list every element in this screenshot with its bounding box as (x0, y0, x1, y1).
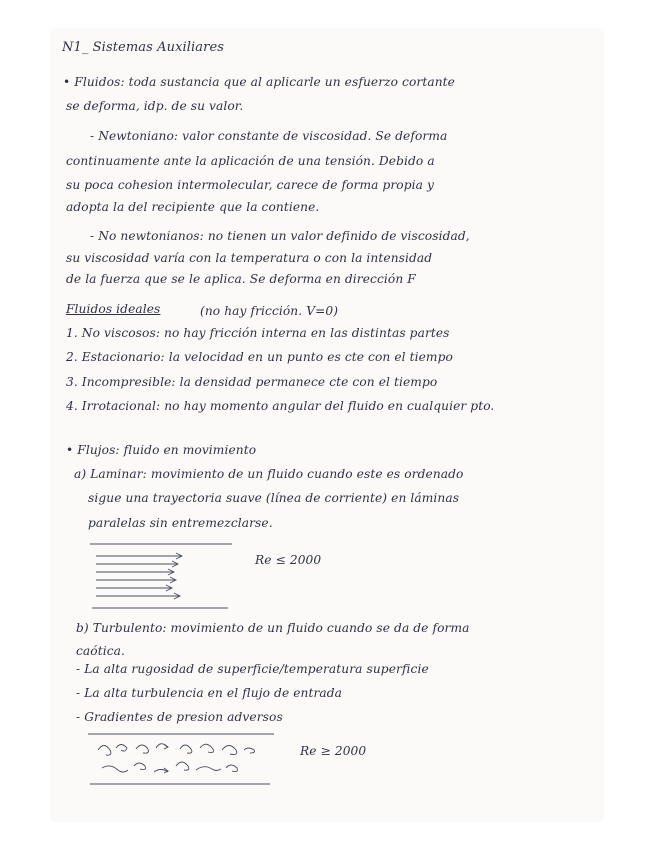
newtoniano-line-4: adopta la del recipiente que la contiene. (66, 200, 320, 214)
turbulento-reynolds: Re ≥ 2000 (300, 744, 367, 758)
fluidos-definition-line-1: • Fluidos: toda sustancia que al aplicarle un esfuerzo cortante (63, 75, 455, 89)
notebook-page (52, 30, 602, 820)
turbulento-line-2: caótica. (76, 644, 125, 658)
fluidos-ideales-heading: Fluidos ideales (66, 302, 161, 316)
no-newtonianos-line-1: - No newtonianos: no tienen un valor definido de viscosidad, (90, 229, 470, 243)
fluidos-definition-line-2: se deforma, idp. de su valor. (66, 99, 244, 113)
newtoniano-line-1: - Newtoniano: valor constante de viscosidad. Se deforma (90, 129, 448, 143)
laminar-flow-sketch (82, 538, 242, 618)
ideales-item-2: 2. Estacionario: la velocidad en un punto es cte con el tiempo (66, 350, 453, 364)
newtoniano-line-3: su poca cohesion intermolecular, carece de forma propia y (66, 178, 434, 192)
laminar-line-1: a) Laminar: movimiento de un fluido cuando este es ordenado (74, 467, 464, 481)
turbulento-cause-1: - La alta rugosidad de superficie/temperatura superficie (76, 662, 429, 676)
turbulent-flow-sketch (84, 728, 284, 792)
page-title: N1_ Sistemas Auxiliares (62, 40, 225, 55)
laminar-reynolds: Re ≤ 2000 (255, 553, 322, 567)
ideales-item-4: 4. Irrotacional: no hay momento angular del fluido en cualquier pto. (66, 399, 495, 413)
fluidos-ideales-note: (no hay fricción. V=0) (200, 304, 339, 318)
laminar-line-2: sigue una trayectoria suave (línea de corriente) en láminas (88, 491, 460, 505)
laminar-line-3: paralelas sin entremezclarse. (88, 516, 273, 530)
ideales-item-1: 1. No viscosos: no hay fricción interna en las distintas partes (66, 326, 450, 340)
no-newtonianos-line-2: su viscosidad varía con la temperatura o con la intensidad (66, 251, 433, 265)
turbulento-cause-3: - Gradientes de presion adversos (76, 710, 283, 724)
ideales-item-3: 3. Incompresible: la densidad permanece cte con el tiempo (66, 375, 438, 389)
newtoniano-line-2: continuamente ante la aplicación de una tensión. Debido a (66, 154, 435, 168)
flujos-heading: • Flujos: fluido en movimiento (66, 443, 257, 457)
turbulento-cause-2: - La alta turbulencia en el flujo de entrada (76, 686, 343, 700)
no-newtonianos-line-3: de la fuerza que se le aplica. Se deforma en dirección F (66, 272, 416, 286)
turbulento-line-1: b) Turbulento: movimiento de un fluido cuando se da de forma (76, 621, 470, 635)
